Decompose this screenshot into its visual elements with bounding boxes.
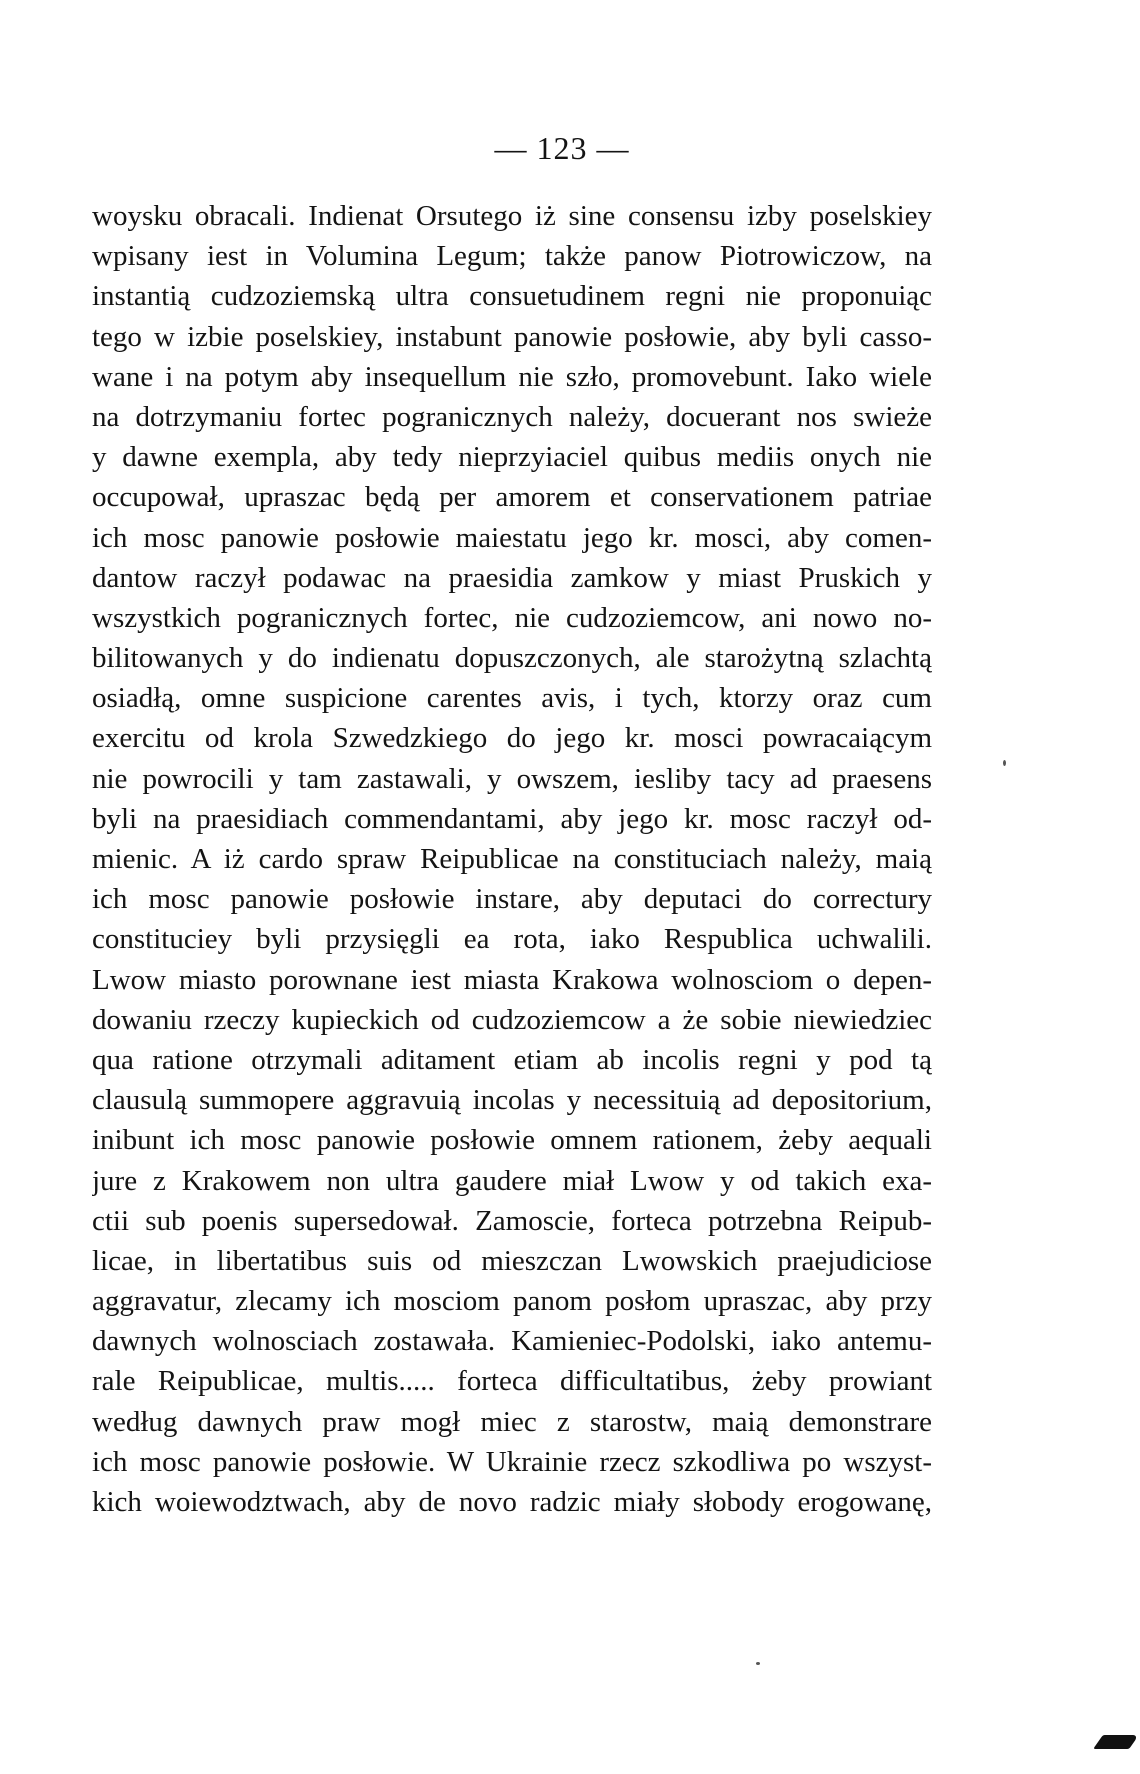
text-line: ctii sub poenis supersedował. Zamoscie, forteca potrzebna Reipub-	[92, 1204, 932, 1237]
page-number: — 123 —	[494, 130, 630, 166]
text-line: inibunt ich mosc panowie posłowie omnem rationem, żeby aequali	[92, 1124, 932, 1157]
text-line: tego w izbie poselskiey, instabunt panowie posłowie, aby byli casso-	[92, 320, 932, 353]
scan-edge-mark	[1093, 1735, 1139, 1749]
text-line: occupował, upraszac będą per amorem et conservationem patriae	[92, 481, 932, 514]
text-line: jure z Krakowem non ultra gaudere miał Lwow y od takich exa-	[92, 1164, 932, 1197]
text-line: y dawne exempla, aby tedy nieprzyiaciel quibus mediis onych nie	[92, 441, 932, 474]
text-line: clausulą summopere aggravuią incolas y necessituią ad depositorium,	[92, 1084, 932, 1117]
text-line: dowaniu rzeczy kupieckich od cudzoziemcow a że sobie niewiedziec	[92, 1003, 932, 1036]
scan-speck	[1003, 760, 1006, 766]
text-line: ich mosc panowie posłowie. W Ukrainie rzecz szkodliwa po wszyst-	[92, 1445, 932, 1478]
text-line: wane i na potym aby insequellum nie szło, promovebunt. Iako wiele	[92, 360, 932, 393]
text-line: constituciey byli przysięgli ea rota, iako Respublica uchwalili.	[92, 923, 932, 956]
text-line: na dotrzymaniu fortec pogranicznych należy, docuerant nos swieże	[92, 400, 932, 433]
text-line: wpisany iest in Volumina Legum; także panow Piotrowiczow, na	[92, 240, 932, 273]
text-line: dantow raczył podawac na praesidia zamkow y miast Pruskich y	[92, 561, 932, 594]
body-text	[92, 196, 932, 1522]
text-line: Lwow miasto porownane iest miasta Krakowa wolnosciom o depen-	[92, 963, 932, 996]
text-line: wszystkich pogranicznych fortec, nie cudzoziemcow, ani nowo no-	[92, 601, 932, 634]
text-line: osiadłą, omne suspicione carentes avis, i tych, ktorzy oraz cum	[92, 682, 932, 715]
text-line: dawnych wolnosciach zostawała. Kamieniec-Podolski, iako antemu-	[92, 1325, 932, 1358]
text-line: licae, in libertatibus suis od mieszczan Lwowskich praejudiciose	[92, 1244, 932, 1277]
text-line: woysku obracali. Indienat Orsutego iż sine consensu izby poselskiey	[92, 200, 932, 232]
text-line: byli na praesidiach commendantami, aby jego kr. mosc raczył od-	[92, 802, 932, 835]
scan-speck	[756, 1662, 760, 1665]
text-line: bilitowanych y do indienatu dopuszczonych, ale starożytną szlachtą	[92, 642, 932, 675]
text-line: exercitu od krola Szwedzkiego do jego kr. mosci powracaiącym	[92, 722, 932, 755]
text-line: rale Reipublicae, multis..... forteca difficultatibus, żeby prowiant	[92, 1365, 932, 1398]
text-line: qua ratione otrzymali aditament etiam ab incolis regni y pod tą	[92, 1043, 932, 1076]
text-line: ich mosc panowie posłowie maiestatu jego kr. mosci, aby comen-	[92, 521, 932, 554]
text-line: według dawnych praw mogł miec z starostw, maią demonstrare	[92, 1405, 932, 1438]
text-line: aggravatur, zlecamy ich mosciom panom posłom upraszac, aby przy	[92, 1285, 932, 1318]
text-line: mienic. A iż cardo spraw Reipublicae na constituciach należy, maią	[92, 843, 932, 875]
text-line: kich woiewodztwach, aby de novo radzic miały słobody erogowanę,	[92, 1486, 932, 1518]
text-line: nie powrocili y tam zastawali, y owszem, iesliby tacy ad praesens	[92, 762, 932, 795]
text-line: ich mosc panowie posłowie instare, aby deputaci do correctury	[92, 883, 932, 916]
text-line: instantią cudzoziemską ultra consuetudinem regni nie proponuiąc	[92, 280, 932, 313]
